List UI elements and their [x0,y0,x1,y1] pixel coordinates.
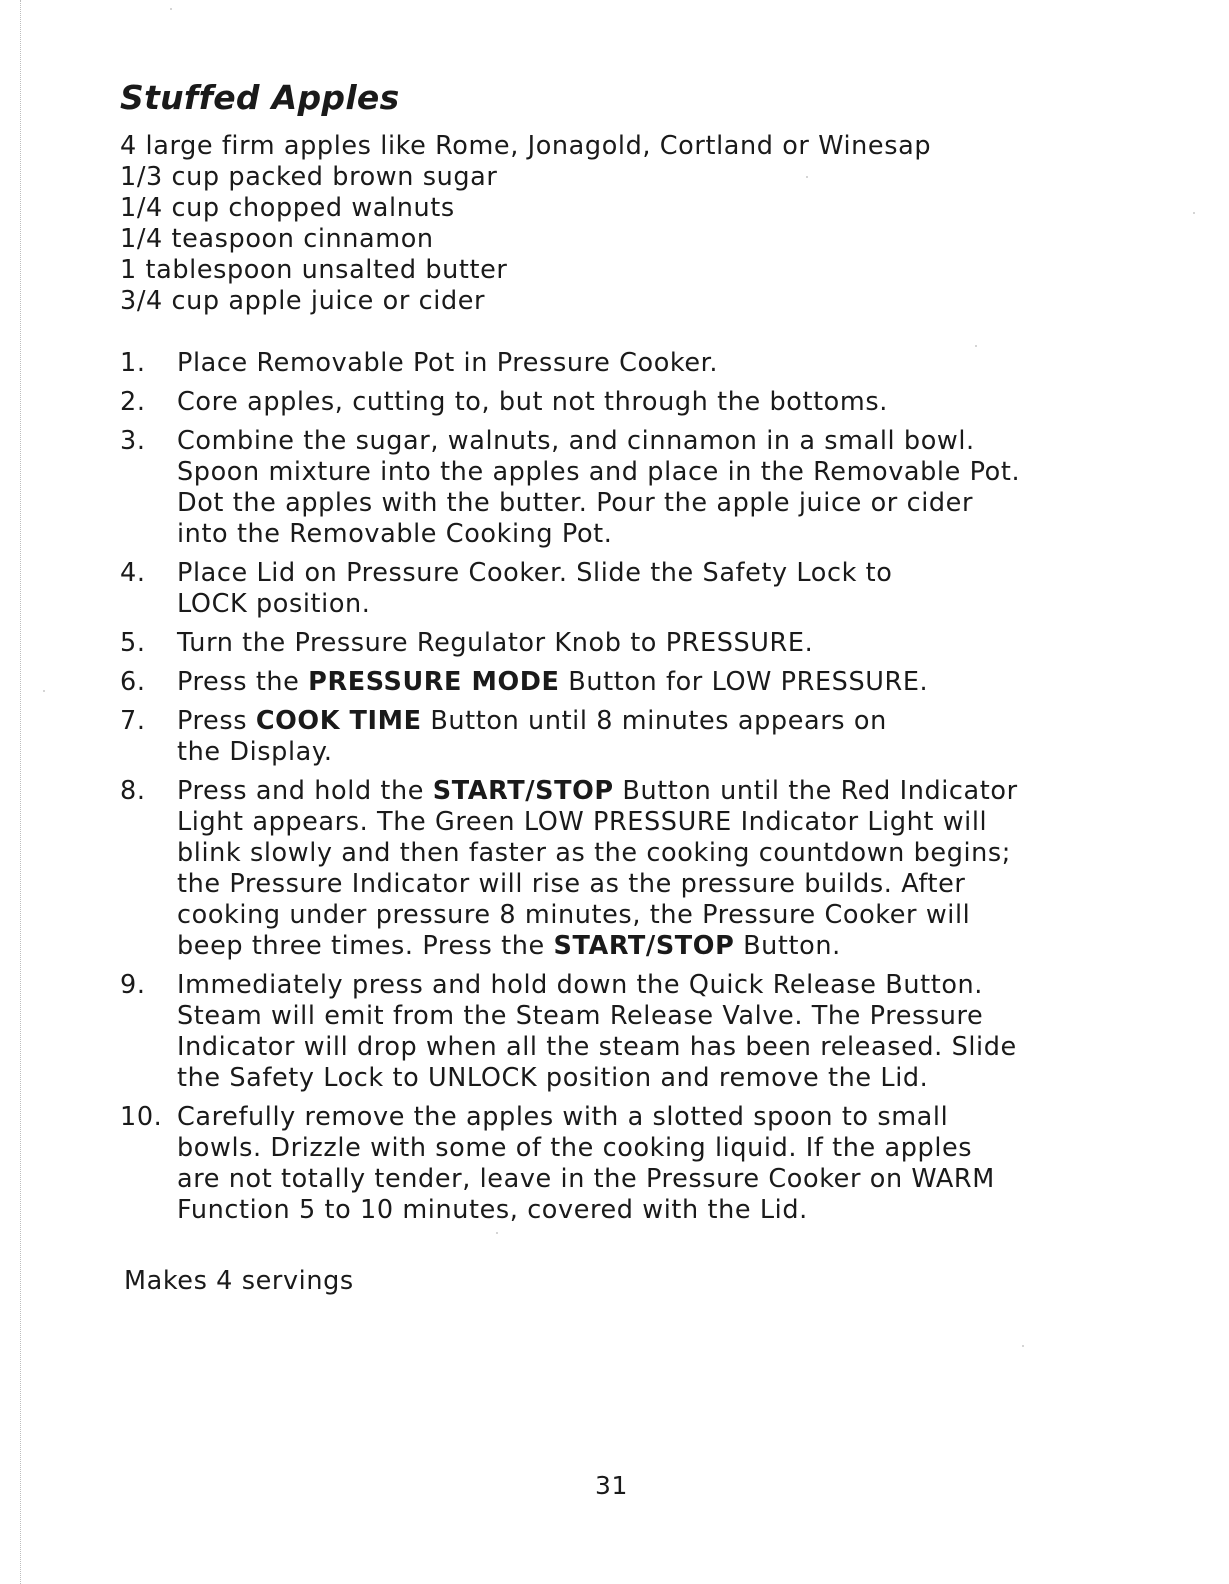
step-text-line [177,900,1100,931]
step-text-line [177,387,1100,418]
step-text-line [177,1164,1100,1195]
step-text: LOCK position. [177,589,371,619]
step-number: 2. [120,387,146,417]
scan-speck [170,8,172,10]
step-text: Press [177,706,256,736]
step-text: Spoon mixture into the apples and place in the Removable Pot. [177,457,1021,487]
step-text: beep three times. Press the [177,931,554,961]
step-text: Carefully remove the apples with a slotted spoon to small [177,1102,949,1132]
step-text: Indicator will drop when all the steam has been released. Slide [177,1032,1017,1062]
ingredient-item: 4 large firm apples like Rome, Jonagold, Cortland or Winesap [120,131,932,161]
step-number: 6. [120,667,146,697]
step-number: 8. [120,776,146,806]
step-text: Combine the sugar, walnuts, and cinnamon in a small bowl. [177,426,975,456]
step-text: into the Removable Cooking Pot. [177,519,613,549]
step-number: 5. [120,628,146,658]
step-number: 7. [120,706,146,736]
ingredient-item: 1/4 teaspoon cinnamon [120,224,434,254]
page-number: 31 [595,1471,629,1500]
step-text-line [177,589,1100,620]
step-text-line [177,931,1100,962]
step-text-line [177,869,1100,900]
step-text: Core apples, cutting to, but not through the bottoms. [177,387,888,417]
instruction-step [120,970,1100,1094]
step-text: the Display. [177,737,333,767]
step-number: 9. [120,970,146,1000]
step-text-line [177,426,1100,457]
step-text-line [177,488,1100,519]
instruction-step [120,667,1100,698]
step-text-line [177,1195,1100,1226]
step-number: 3. [120,426,146,456]
step-text: Dot the apples with the butter. Pour the apple juice or cider [177,488,974,518]
step-number: 4. [120,558,146,588]
step-text: Press and hold the [177,776,433,806]
instruction-step [120,558,1100,620]
ingredient-item: 3/4 cup apple juice or cider [120,286,486,316]
button-name-emphasis: START/STOP [432,776,614,806]
step-text: Place Removable Pot in Pressure Cooker. [177,348,719,378]
step-text-line [177,558,1100,589]
step-text: the Pressure Indicator will rise as the pressure builds. After [177,869,966,899]
instruction-list [120,348,1100,1234]
instruction-step [120,776,1100,962]
step-text: cooking under pressure 8 minutes, the Pressure Cooker will [177,900,971,930]
step-text: Button. [734,931,841,961]
step-text: Place Lid on Pressure Cooker. Slide the Safety Lock to [177,558,893,588]
step-number: 1. [120,348,146,378]
ingredient-list [120,131,1120,317]
scan-edge [20,0,21,1584]
step-text: bowls. Drizzle with some of the cooking liquid. If the apples [177,1133,973,1163]
instruction-step [120,387,1100,418]
step-text-line [177,970,1100,1001]
button-name-emphasis: PRESSURE MODE [308,667,560,697]
scan-speck [1022,1345,1024,1347]
instruction-step [120,426,1100,550]
step-text-line [177,737,1100,768]
ingredient-item: 1 tablespoon unsalted butter [120,255,508,285]
step-text: Button for LOW PRESSURE. [559,667,929,697]
instruction-step [120,348,1100,379]
step-text-line [177,776,1100,807]
ingredient-item: 1/3 cup packed brown sugar [120,162,498,192]
ingredient-item: 1/4 cup chopped walnuts [120,193,455,223]
instruction-step [120,1102,1100,1226]
step-text-line [177,807,1100,838]
scan-speck [1193,212,1195,214]
step-text-line [177,1133,1100,1164]
step-text: are not totally tender, leave in the Pressure Cooker on WARM [177,1164,995,1194]
button-name-emphasis: START/STOP [553,931,735,961]
step-text-line [177,348,1100,379]
step-text-line [177,1063,1100,1094]
step-text: Light appears. The Green LOW PRESSURE Indicator Light will [177,807,988,837]
step-text-line [177,838,1100,869]
instruction-step [120,706,1100,768]
step-text-line [177,457,1100,488]
recipe-title: Stuffed Apples [120,78,400,117]
step-text-line [177,1001,1100,1032]
instruction-step [120,628,1100,659]
step-text-line [177,706,1100,737]
step-text: Button until 8 minutes appears on [421,706,887,736]
step-text: the Safety Lock to UNLOCK position and remove the Lid. [177,1063,929,1093]
step-text: Steam will emit from the Steam Release Valve. The Pressure [177,1001,984,1031]
step-text: blink slowly and then faster as the cooking countdown begins; [177,838,1011,868]
step-text-line [177,519,1100,550]
step-text-line [177,667,1100,698]
step-text: Immediately press and hold down the Quick Release Button. [177,970,983,1000]
scan-speck [975,345,977,347]
step-number: 10. [120,1102,163,1132]
step-text: Button until the Red Indicator [613,776,1018,806]
scan-speck [43,690,45,692]
step-text: Press the [177,667,309,697]
step-text: Turn the Pressure Regulator Knob to PRESSURE. [177,628,814,658]
step-text-line [177,1102,1100,1133]
step-text-line [177,1032,1100,1063]
step-text-line [177,628,1100,659]
button-name-emphasis: COOK TIME [255,706,422,736]
step-text: Function 5 to 10 minutes, covered with the Lid. [177,1195,808,1225]
servings-yield: Makes 4 servings [124,1266,354,1296]
